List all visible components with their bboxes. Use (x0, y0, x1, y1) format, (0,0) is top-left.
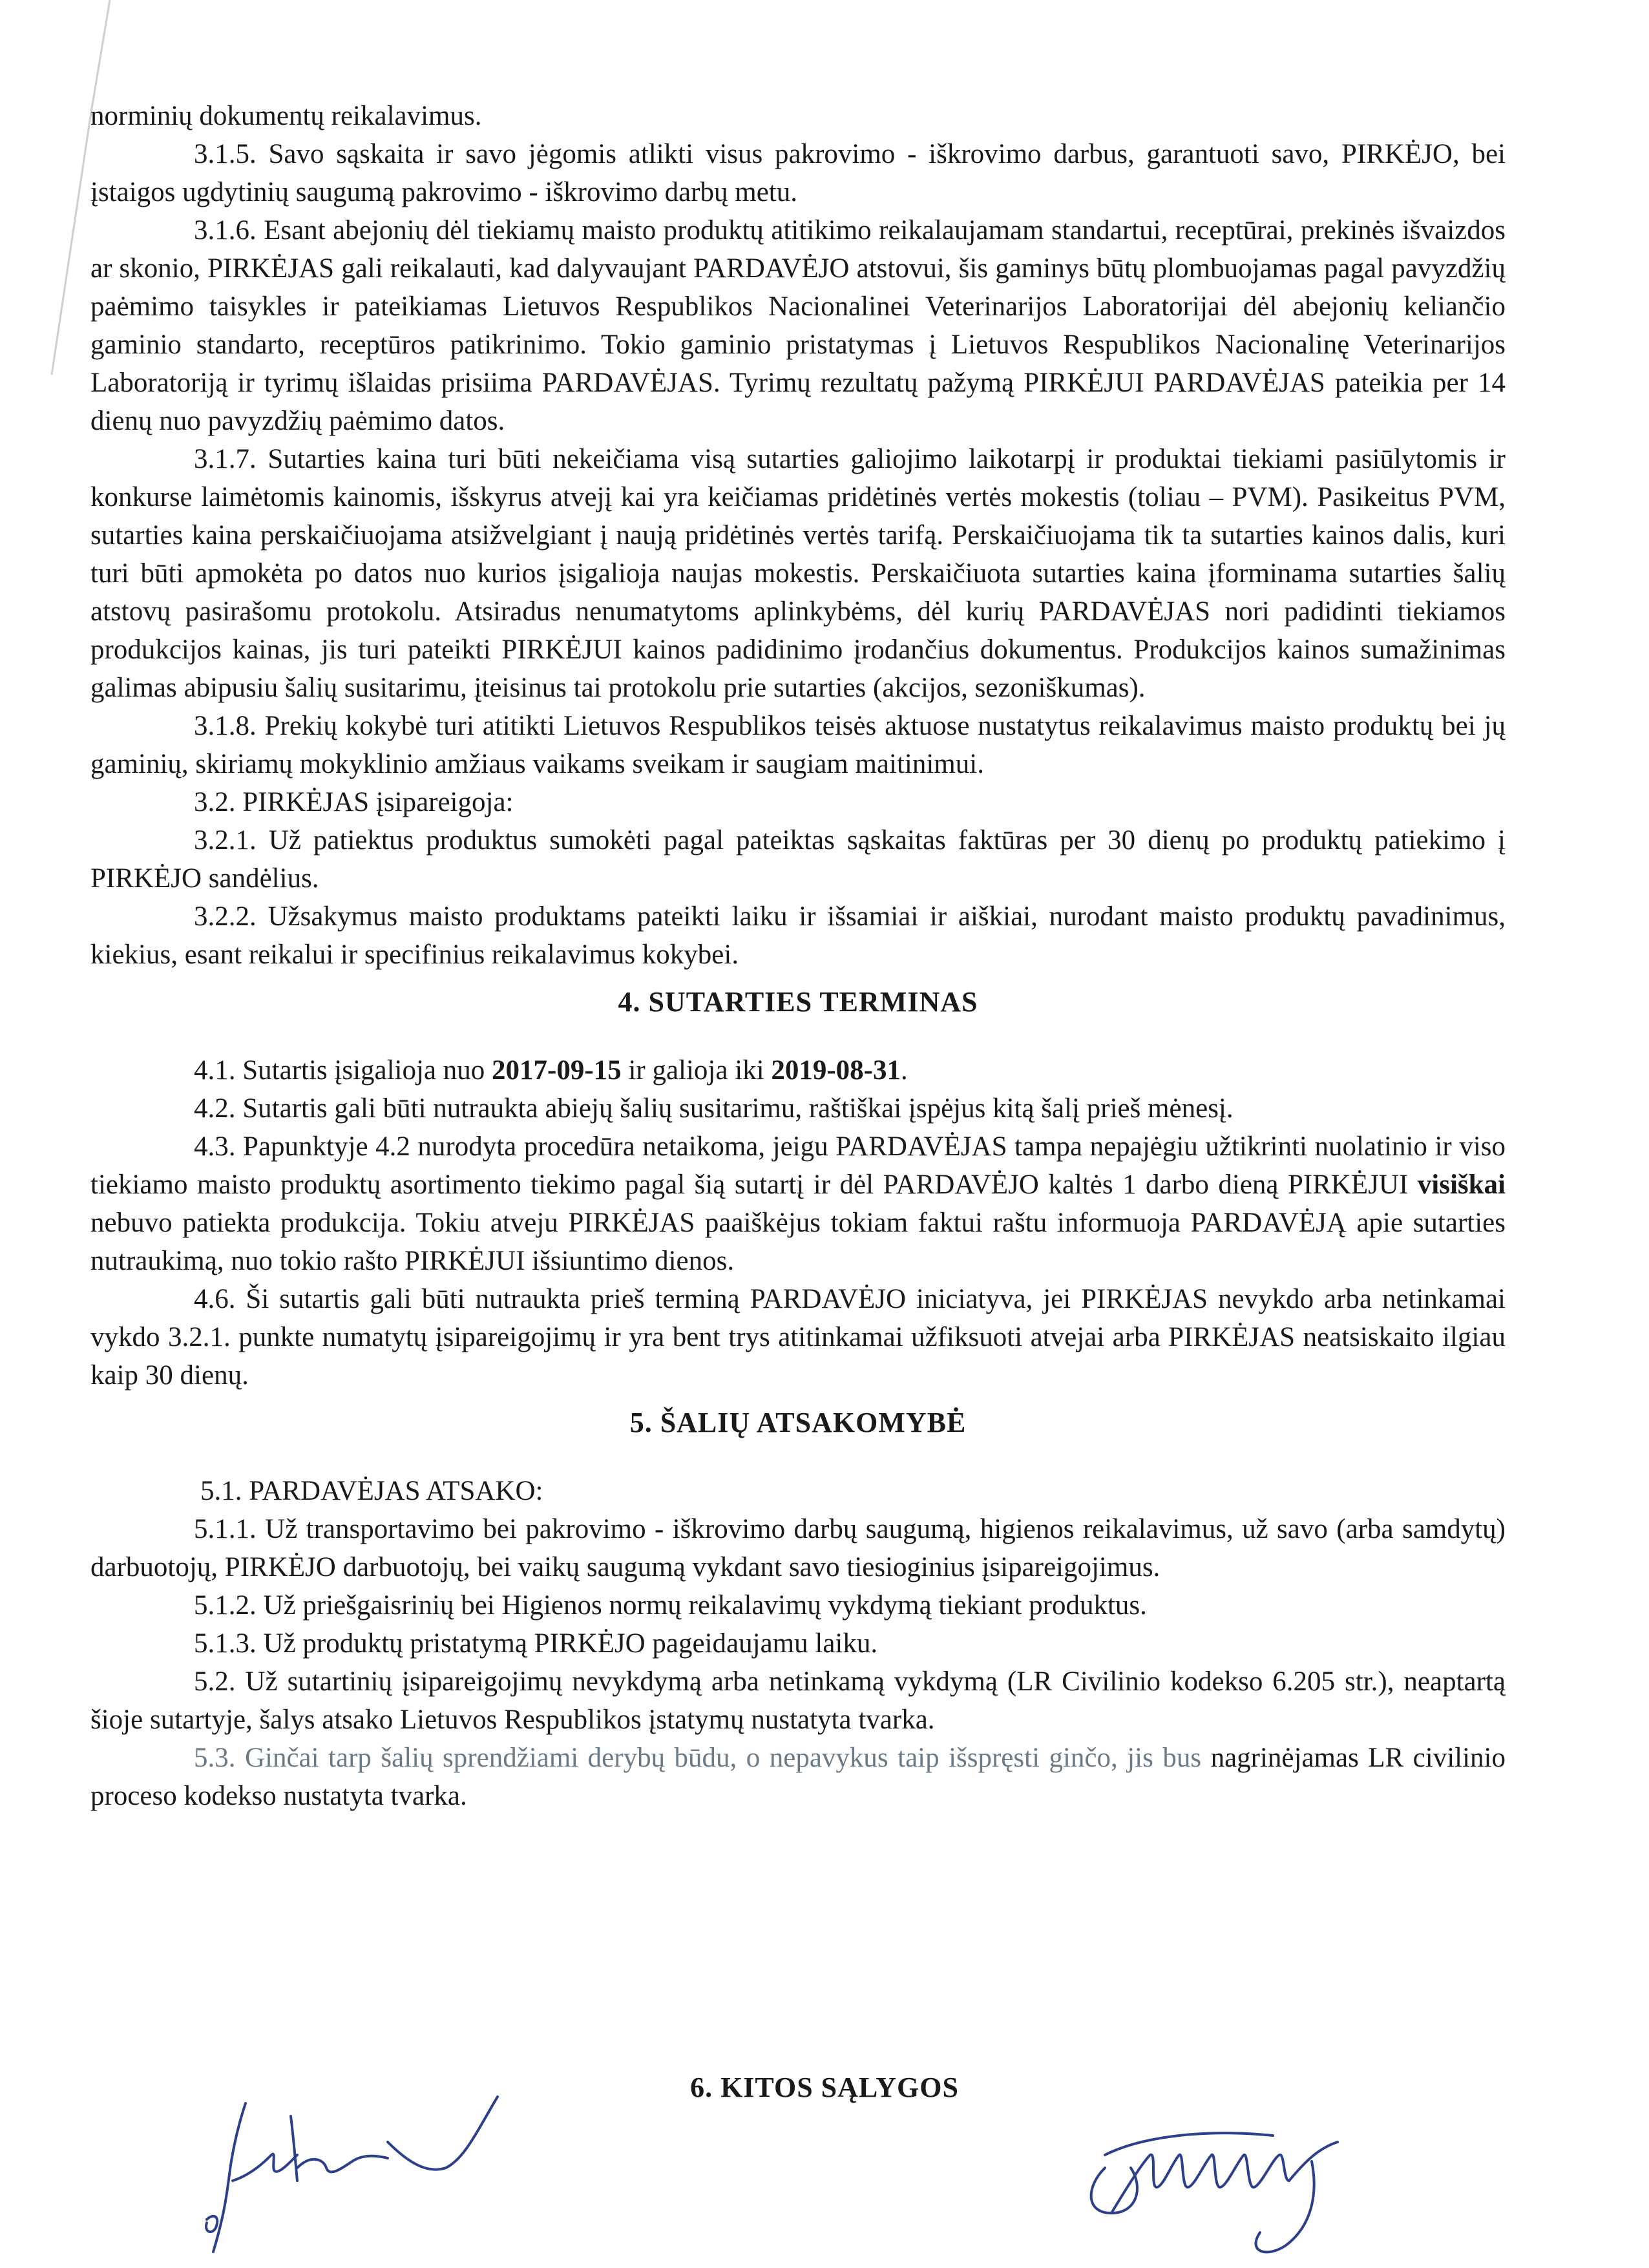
p43-bold-word: visiškai (1417, 1170, 1506, 1200)
p53-text: nagrinėjamas LR civilinio proceso kodekso nustatyta tvarka. (90, 1743, 1506, 1811)
section-4-heading: 4. SUTARTIES TERMINAS (618, 986, 978, 1018)
paragraph-5-3 (90, 1739, 1506, 1815)
paragraph-4-1 (90, 1051, 1506, 1089)
paragraph-3-2-1: 3.2.1. Už patiektus produktus sumokėti pagal pateiktas sąskaitas faktūras per 30 dienų po produktų patiekimo į PIRKĖJO sandėlius. (90, 825, 1506, 894)
paragraph-3-1-6: 3.1.6. Esant abejonių dėl tiekiamų maisto produktų atitikimo reikalaujamam standartui, receptūrai, prekinės išvaizdos ar skonio, PIRKĖJAS gali reikalauti, kad dalyvaujant PARDAVĖJO atstovui, šis gaminys būtų plombuojamas pagal pavyzdžių paėmimo taisykles ir pateikiamas Lietuvos Respublikos Nacionalinei Veterinarijos Laboratorijai dėl abejonių keliančio gaminio standarto, receptūros patikrinimo. Tokio gaminio pristatymas į Lietuvos Respublikos Nacionalinę Veterinarijos Laboratoriją ir tyrimų išlaidas prisiima PARDAVĖJAS. Tyrimų rezultatų pažymą PIRKĖJUI PARDAVĖJAS pateikia per 14 dienų nuo pavyzdžių paėmimo datos. (90, 215, 1506, 436)
paragraph-5-1-1: 5.1.1. Už transportavimo bei pakrovimo - iškrovimo darbų saugumą, higienos reikalavimus, už savo (arba samdytų) darbuotojų, PIRKĖJO darbuotojų, bei vaikų saugumą vykdant savo tiesioginius įsipareigojimus. (90, 1514, 1506, 1582)
paragraph-continuation: norminių dokumentų reikalavimus. (90, 101, 482, 131)
p43-before: 4.3. Papunktyje 4.2 nurodyta procedūra netaikoma, jeigu PARDAVĖJAS tampa nepajėgiu užtikrinti nuolatinio ir viso tiekiamo maisto produktų asortimento tiekimo pagal šią sutartį ir dėl PARDAVĖJO kaltės 1 darbo dieną PIRKĖJUI (90, 1131, 1506, 1200)
p41-before: 4.1. Sutartis įsigalioja nuo (194, 1055, 492, 1086)
paragraph-5-1-3: 5.1.3. Už produktų pristatymą PIRKĖJO pageidaujamu laiku. (194, 1628, 878, 1659)
paragraph-3-1-8: 3.1.8. Prekių kokybė turi atitikti Lietuvos Respublikos teisės aktuose nustatytus reikalavimus maisto produktų bei jų gaminių, skiriamų mokyklinio amžiaus vaikams sveikam ir saugiam maitinimui. (90, 711, 1506, 779)
signature-right (1066, 2090, 1402, 2258)
paragraph-3-1-5: 3.1.5. Savo sąskaita ir savo jėgomis atlikti visus pakrovimo - iškrovimo darbus, garantuoti savo, PIRKĖJO, bei įstaigos ugdytinių saugumą pakrovimo - iškrovimo darbų metu. (90, 139, 1506, 207)
p41-middle: ir galioja iki (621, 1055, 772, 1086)
section-6-heading: 6. KITOS SĄLYGOS (690, 2072, 959, 2103)
start-date: 2017-09-15 (492, 1055, 622, 1086)
document-body (90, 97, 1506, 1815)
paragraph-3-2-2: 3.2.2. Užsakymus maisto produktams pateikti laiku ir išsamiai ir aiškiai, nurodant maisto produktų pavadinimus, kiekius, esant reikalui ir specifinius reikalavimus kokybei. (90, 901, 1506, 970)
paragraph-3-2: 3.2. PIRKĖJAS įsipareigoja: (194, 787, 514, 817)
paragraph-5-1: 5.1. PARDAVĖJAS ATSAKO: (200, 1476, 543, 1506)
paragraph-5-1-2: 5.1.2. Už priešgaisrinių bei Higienos normų reikalavimų vykdymą tiekiant produktus. (194, 1590, 1147, 1621)
p43-after: nebuvo patiekta produkcija. Tokiu atveju PIRKĖJAS paaiškėjus tokiam faktui raštu informuoja PARDAVĖJĄ apie sutarties nutraukimą, nuo tokio rašto PIRKĖJUI išsiuntimo dienos. (90, 1208, 1506, 1276)
end-date: 2019-08-31 (771, 1055, 901, 1086)
paragraph-4-3 (90, 1128, 1506, 1280)
p53-faded-text: 5.3. Ginčai tarp šalių sprendžiami derybų būdu, o nepavykus taip išspręsti ginčo, jis bus (194, 1743, 1202, 1773)
signature-left (194, 2077, 543, 2265)
paragraph-5-2: 5.2. Už sutartinių įsipareigojimų nevykdymą arba netinkamą vykdymą (LR Civilinio kodekso 6.205 str.), neaptartą šioje sutartyje, šalys atsako Lietuvos Respublikos įstatymų nustatyta tvarka. (90, 1666, 1506, 1735)
paragraph-4-2: 4.2. Sutartis gali būti nutraukta abiejų šalių susitarimu, raštiškai įspėjus kitą šalį prieš mėnesį. (194, 1093, 1234, 1124)
section-5-heading: 5. ŠALIŲ ATSAKOMYBĖ (629, 1407, 967, 1438)
p41-after: . (901, 1055, 908, 1086)
paragraph-4-6: 4.6. Ši sutartis gali būti nutraukta prieš terminą PARDAVĖJO iniciatyva, jei PIRKĖJAS nevykdo arba netinkamai vykdo 3.2.1. punkte numatytų įsipareigojimų ir yra bent trys atitinkamai užfiksuoti atvejai arba PIRKĖJAS neatsiskaito ilgiau kaip 30 dienų. (90, 1284, 1506, 1391)
paragraph-3-1-7: 3.1.7. Sutarties kaina turi būti nekeičiama visą sutarties galiojimo laikotarpį ir produktai tiekiami pasiūlytomis ir konkurse laimėtomis kainomis, išskyrus atvejį kai yra keičiamas pridėtinės vertės mokestis (toliau – PVM). Pasikeitus PVM, sutarties kaina perskaičiuojama atsižvelgiant į naują pridėtinės vertės tarifą. Perskaičiuojama tik ta sutarties kainos dalis, kuri turi būti apmokėta po datos nuo kurios įsigalioja naujas mokestis. Perskaičiuota sutarties kaina įforminama sutarties šalių atstovų pasirašomu protokolu. Atsiradus nenumatytoms aplinkybėms, dėl kurių PARDAVĖJAS nori padidinti tiekiamos produkcijos kainas, jis turi pateikti PIRKĖJUI kainos padidinimo įrodančius dokumentus. Produkcijos kainos sumažinimas galimas abipusiu šalių susitarimu, įteisinus tai protokolu prie sutarties (akcijos, sezoniškumas). (90, 444, 1506, 703)
